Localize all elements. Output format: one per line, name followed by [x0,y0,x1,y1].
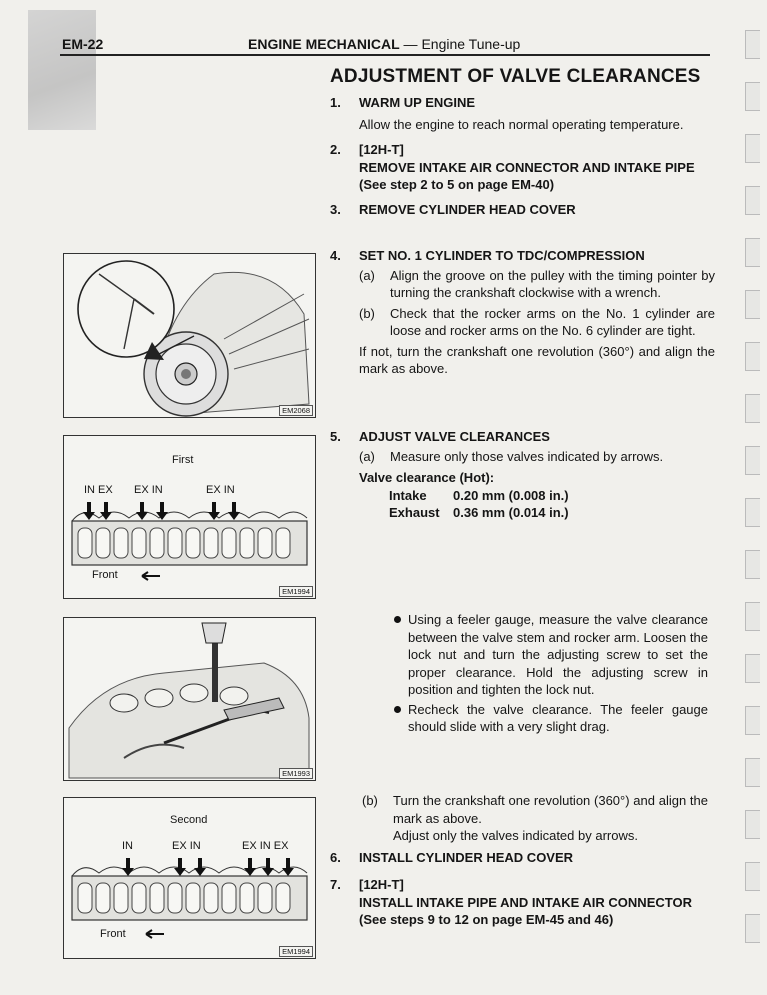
step-reference: (See steps 9 to 12 on page EM-45 and 46) [359,912,614,927]
spec-label: Intake [389,487,427,503]
index-tab [745,862,760,891]
substep-a [359,448,715,466]
step-tag: [12H-T] [359,877,404,892]
step-6 [330,849,715,867]
figure-pulley [63,253,316,418]
header-rule [60,54,710,56]
step-heading: ADJUST VALVE CLEARANCES [359,429,550,444]
substep-text: Turn the crankshaft one revolution (360°) and align the mark as above. [393,793,708,826]
step-number: 5. [330,429,341,444]
pulley-illustration [64,254,315,417]
step-number: 6. [330,850,341,865]
bullet-measure: Using a feeler gauge, measure the valve clearance between the valve stem and rocker arm. Loosen the lock nut and turn the adjusting screw to set the proper clearance. Hold the adjusting screw in position and tighten the lock nut. [392,611,708,699]
step-1 [330,94,715,133]
index-tab [745,654,760,683]
spec-value: 0.20 mm (0.008 in.) [453,487,569,503]
step-heading: REMOVE CYLINDER HEAD COVER [359,202,576,217]
step-number: 4. [330,248,341,263]
step-heading: REMOVE INTAKE AIR CONNECTOR AND INTAKE PIPE [359,159,695,175]
spec-intake [359,487,715,505]
index-tab [745,498,760,527]
valve-label: IN [122,840,133,852]
step-3 [330,201,715,219]
spec-title: Valve clearance (Hot): [359,470,495,485]
section-title: ADJUSTMENT OF VALVE CLEARANCES [330,66,701,87]
substep-text: Check that the rocker arms on the No. 1 cylinder are loose and rocker arms on the No. 6 cylinder are tight. [390,305,715,338]
figure-feeler-gauge [63,617,316,781]
index-tab [745,550,760,579]
valve-label: EX IN [206,484,235,496]
step-number: 1. [330,95,341,110]
step-note: If not, turn the crankshaft one revolution (360°) and align the mark as above. [359,343,715,376]
index-tab [745,758,760,787]
step-4 [330,247,715,378]
index-tab [745,914,760,943]
index-tab [745,810,760,839]
step-heading: SET NO. 1 CYLINDER TO TDC/COMPRESSION [359,248,645,263]
index-tab [745,82,760,111]
page-code: EM-22 [62,36,104,52]
index-tab [745,706,760,735]
step-reference: (See step 2 to 5 on page EM-40) [359,177,555,192]
figure-code: EM1993 [279,768,313,779]
substep-label: (a) [359,267,375,283]
valve-label: EX IN [134,484,163,496]
step-number: 7. [330,877,341,892]
step-5-substep-b [362,792,708,845]
spec-label: Exhaust [389,505,440,520]
figure-title: Second [170,814,208,826]
figure-code: EM1994 [279,586,313,597]
spec-value: 0.36 mm (0.014 in.) [453,505,569,520]
substep-text: Align the groove on the pulley with the timing pointer by turning the crankshaft clockwise with a wrench. [390,267,715,300]
valve-label: IN EX [84,484,113,496]
header-title [248,36,520,52]
index-tab [745,186,760,215]
figure-code: EM2068 [279,405,313,416]
index-tab [745,238,760,267]
step-number: 2. [330,142,341,157]
step-2 [330,141,715,194]
index-tab [745,290,760,319]
step-heading: WARM UP ENGINE [359,95,476,110]
step-text: Allow the engine to reach normal operating temperature. [359,116,684,132]
substep-label: (a) [359,448,375,464]
step-heading: INSTALL INTAKE PIPE AND INTAKE AIR CONNECTOR [359,894,692,910]
front-label: Front [92,569,118,581]
figure-first-valves [63,435,316,599]
valve-label: EX IN [172,840,201,852]
step-number: 3. [330,202,341,217]
spec-exhaust [359,504,715,522]
bullet-recheck: Recheck the valve clearance. The feeler gauge should slide with a very slight drag. [392,701,708,736]
figure-code: EM1994 [279,946,313,957]
index-tabs [741,30,763,966]
step-5-bullets [392,611,708,736]
index-tab [745,134,760,163]
index-tab [745,342,760,371]
header-title-rest: — Engine Tune-up [399,36,521,52]
step-heading: INSTALL CYLINDER HEAD COVER [359,850,574,865]
valve-label: EX IN EX [242,840,289,852]
substep-a [359,267,715,302]
substep-label: (b) [362,793,378,808]
header-title-bold: ENGINE MECHANICAL [248,36,400,52]
front-label: Front [100,928,126,940]
substep-label: (b) [359,305,375,321]
feeler-gauge-illustration [64,618,315,780]
index-tab [745,394,760,423]
step-tag: [12H-T] [359,142,404,157]
substep-text: Measure only those valves indicated by arrows. [390,448,664,464]
figure-second-valves [63,797,316,959]
substep-note: Adjust only the valves indicated by arrows. [393,828,638,843]
step-7 [330,876,715,929]
figure-title: First [172,454,194,466]
step-5 [330,428,715,522]
index-tab [745,602,760,631]
substep-b [362,792,708,827]
index-tab [745,446,760,475]
index-tab [745,30,760,59]
substep-b [359,305,715,340]
page-code-shade [28,10,96,130]
